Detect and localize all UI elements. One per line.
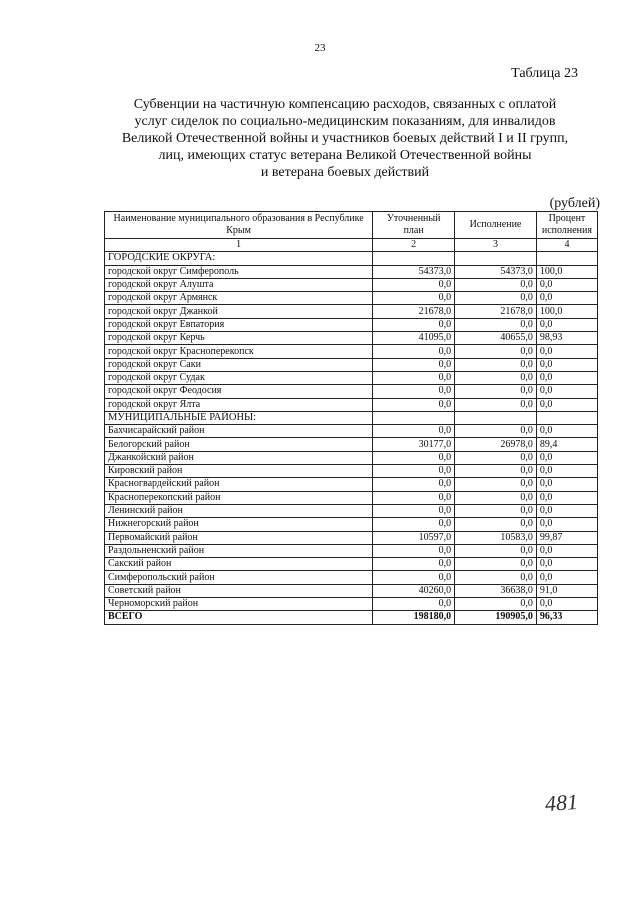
section-label: ГОРОДСКИЕ ОКРУГА:: [105, 252, 373, 265]
cell-pct: 100,0: [536, 265, 597, 278]
cell-pct: 0,0: [536, 598, 597, 611]
cell-name: Сакский район: [105, 558, 373, 571]
cell-exec: 0,0: [455, 318, 537, 331]
cell-plan: 0,0: [373, 358, 455, 371]
title-line: Великой Отечественной войны и участников боевых действий I и II групп,: [121, 131, 569, 146]
cell-pct: 0,0: [536, 385, 597, 398]
table-row: [105, 278, 598, 291]
cell-name: Бахчисарайский район: [105, 425, 373, 438]
section-row: [105, 411, 598, 424]
cell-plan: 0,0: [373, 504, 455, 517]
cell-exec: 0,0: [455, 544, 537, 557]
cell-exec: 26978,0: [455, 438, 537, 451]
cell-name: Черноморский район: [105, 598, 373, 611]
cell-exec: 0,0: [455, 598, 537, 611]
cell-name: городской округ Алушта: [105, 278, 373, 291]
cell-plan: 0,0: [373, 518, 455, 531]
cell-plan: 0,0: [373, 318, 455, 331]
table-label: Таблица 23: [511, 66, 578, 81]
total-row: [105, 611, 598, 624]
cell-name: городской округ Красноперекопск: [105, 345, 373, 358]
cell-exec: 0,0: [455, 478, 537, 491]
cell-pct: 0,0: [536, 451, 597, 464]
empty-cell: [455, 411, 537, 424]
cell-pct: 0,0: [536, 544, 597, 557]
table-row: [105, 478, 598, 491]
units-label: (рублей): [549, 196, 600, 211]
cell-pct: 0,0: [536, 558, 597, 571]
cell-exec: 190905,0: [455, 611, 537, 624]
title-line: Субвенции на частичную компенсацию расходов, связанных с оплатой: [133, 97, 557, 112]
cell-plan: 0,0: [373, 451, 455, 464]
table-row: [105, 398, 598, 411]
cell-plan: 0,0: [373, 398, 455, 411]
column-number: 1: [105, 239, 373, 252]
table-row: [105, 318, 598, 331]
header-plan: Уточненный план: [373, 212, 455, 239]
header-name: Наименование муниципального образования в Республике Крым: [105, 212, 373, 239]
cell-name: городской округ Саки: [105, 358, 373, 371]
cell-name: городской округ Ялта: [105, 398, 373, 411]
table-row: [105, 265, 598, 278]
cell-exec: 10583,0: [455, 531, 537, 544]
cell-name: городской округ Джанкой: [105, 305, 373, 318]
cell-exec: 0,0: [455, 292, 537, 305]
cell-exec: 0,0: [455, 571, 537, 584]
cell-exec: 0,0: [455, 398, 537, 411]
cell-plan: 0,0: [373, 544, 455, 557]
table-row: [105, 544, 598, 557]
cell-pct: 89,4: [536, 438, 597, 451]
table-row: [105, 491, 598, 504]
cell-exec: 0,0: [455, 558, 537, 571]
cell-name: Ленинский район: [105, 504, 373, 517]
empty-cell: [536, 252, 597, 265]
cell-exec: 36638,0: [455, 584, 537, 597]
table-row: [105, 571, 598, 584]
column-number: 2: [373, 239, 455, 252]
empty-cell: [373, 252, 455, 265]
cell-name: Раздольненский район: [105, 544, 373, 557]
table-row: [105, 425, 598, 438]
table-row: [105, 385, 598, 398]
cell-exec: 54373,0: [455, 265, 537, 278]
document-title: [100, 96, 590, 181]
cell-pct: 0,0: [536, 358, 597, 371]
cell-plan: 0,0: [373, 491, 455, 504]
header-pct: Процент исполнения: [536, 212, 597, 239]
cell-exec: 0,0: [455, 504, 537, 517]
cell-pct: 0,0: [536, 465, 597, 478]
cell-plan: 0,0: [373, 292, 455, 305]
cell-plan: 0,0: [373, 598, 455, 611]
cell-pct: 0,0: [536, 345, 597, 358]
cell-plan: 10597,0: [373, 531, 455, 544]
table-row: [105, 598, 598, 611]
table-row: [105, 531, 598, 544]
cell-name: Красногвардейский район: [105, 478, 373, 491]
header-exec: Исполнение: [455, 212, 537, 239]
cell-exec: 0,0: [455, 345, 537, 358]
cell-exec: 0,0: [455, 385, 537, 398]
table-row: [105, 332, 598, 345]
cell-name: Симферопольский район: [105, 571, 373, 584]
cell-name: Красноперекопский район: [105, 491, 373, 504]
table-row: [105, 451, 598, 464]
cell-name: городской округ Евпатория: [105, 318, 373, 331]
cell-name: городской округ Симферополь: [105, 265, 373, 278]
cell-plan: 0,0: [373, 425, 455, 438]
table-row: [105, 558, 598, 571]
cell-exec: 0,0: [455, 491, 537, 504]
cell-exec: 0,0: [455, 358, 537, 371]
table-row: [105, 438, 598, 451]
cell-pct: 99,87: [536, 531, 597, 544]
cell-name: Белогорский район: [105, 438, 373, 451]
column-number-row: [105, 239, 598, 252]
cell-plan: 30177,0: [373, 438, 455, 451]
cell-name: Нижнегорский район: [105, 518, 373, 531]
cell-name: городской округ Судак: [105, 371, 373, 384]
cell-pct: 0,0: [536, 318, 597, 331]
title-line: услуг сиделок по социально-медицинским показаниям, для инвалидов: [134, 114, 556, 129]
cell-plan: 0,0: [373, 571, 455, 584]
cell-pct: 0,0: [536, 491, 597, 504]
table-row: [105, 465, 598, 478]
cell-exec: 0,0: [455, 278, 537, 291]
header-row: [105, 212, 598, 239]
cell-exec: 0,0: [455, 518, 537, 531]
cell-name: Советский район: [105, 584, 373, 597]
cell-name: городской округ Феодосия: [105, 385, 373, 398]
cell-name: Кировский район: [105, 465, 373, 478]
cell-exec: 21678,0: [455, 305, 537, 318]
cell-pct: 0,0: [536, 571, 597, 584]
column-number: 4: [536, 239, 597, 252]
cell-plan: 0,0: [373, 478, 455, 491]
empty-cell: [536, 411, 597, 424]
title-line: лиц, имеющих статус ветерана Великой Отечественной войны: [158, 148, 532, 163]
cell-pct: 0,0: [536, 504, 597, 517]
empty-cell: [373, 411, 455, 424]
cell-name: Первомайский район: [105, 531, 373, 544]
table-row: [105, 518, 598, 531]
cell-plan: 0,0: [373, 385, 455, 398]
table-body: [105, 252, 598, 624]
table-row: [105, 345, 598, 358]
cell-pct: 0,0: [536, 478, 597, 491]
section-label: МУНИЦИПАЛЬНЫЕ РАЙОНЫ:: [105, 411, 373, 424]
cell-plan: 198180,0: [373, 611, 455, 624]
cell-plan: 0,0: [373, 371, 455, 384]
cell-exec: 0,0: [455, 425, 537, 438]
cell-plan: 0,0: [373, 278, 455, 291]
cell-plan: 54373,0: [373, 265, 455, 278]
title-line: и ветерана боевых действий: [260, 165, 430, 180]
cell-exec: 0,0: [455, 371, 537, 384]
empty-cell: [455, 252, 537, 265]
cell-plan: 41095,0: [373, 332, 455, 345]
cell-name: городской округ Керчь: [105, 332, 373, 345]
cell-plan: 21678,0: [373, 305, 455, 318]
cell-name: ВСЕГО: [105, 611, 373, 624]
cell-name: Джанкойский район: [105, 451, 373, 464]
table-row: [105, 292, 598, 305]
cell-pct: 0,0: [536, 371, 597, 384]
table-row: [105, 371, 598, 384]
cell-pct: 98,93: [536, 332, 597, 345]
cell-plan: 0,0: [373, 345, 455, 358]
cell-pct: 0,0: [536, 518, 597, 531]
table-row: [105, 504, 598, 517]
cell-plan: 40260,0: [373, 584, 455, 597]
cell-pct: 0,0: [536, 398, 597, 411]
page-number: 23: [314, 42, 326, 54]
cell-pct: 91,0: [536, 584, 597, 597]
cell-pct: 96,33: [536, 611, 597, 624]
table-row: [105, 584, 598, 597]
column-number: 3: [455, 239, 537, 252]
handwritten-note: 481: [544, 788, 579, 817]
cell-pct: 0,0: [536, 278, 597, 291]
cell-pct: 0,0: [536, 292, 597, 305]
cell-plan: 0,0: [373, 558, 455, 571]
section-row: [105, 252, 598, 265]
cell-pct: 100,0: [536, 305, 597, 318]
cell-exec: 0,0: [455, 451, 537, 464]
table-row: [105, 358, 598, 371]
cell-exec: 40655,0: [455, 332, 537, 345]
cell-name: городской округ Армянск: [105, 292, 373, 305]
cell-exec: 0,0: [455, 465, 537, 478]
cell-plan: 0,0: [373, 465, 455, 478]
cell-pct: 0,0: [536, 425, 597, 438]
table-row: [105, 305, 598, 318]
subvention-table: [104, 211, 598, 625]
